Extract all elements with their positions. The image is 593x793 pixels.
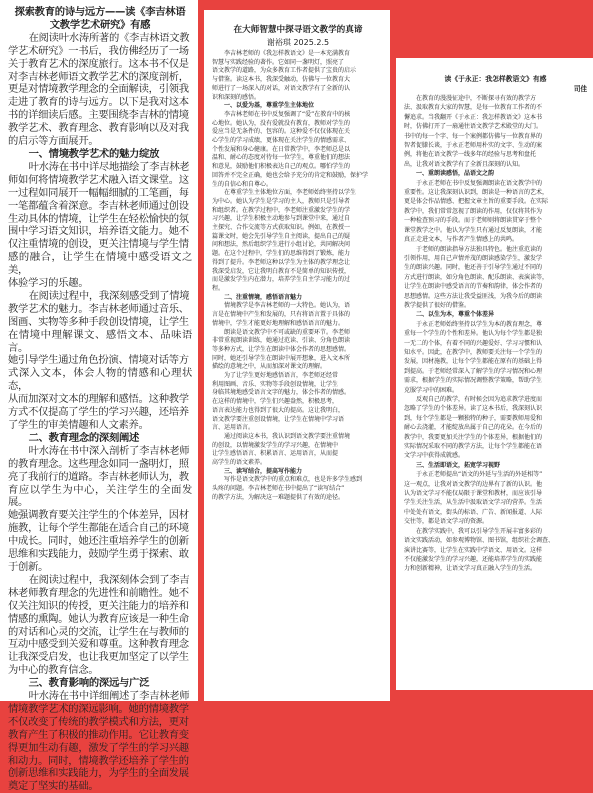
- text-line: 一笔都蕴含着深意。李吉林老师通过创设: [8, 199, 189, 212]
- text-line: 她强调教育要关注学生的个体差异，因材: [8, 509, 189, 522]
- text-line: 我深受启发，它让我明白教育不是简单的知识传授，: [212, 267, 351, 275]
- text-line: 在这样的情境中，学生们兴趣盎然，积极思考，: [212, 398, 339, 406]
- text-line: 体验学习的乐趣。: [8, 277, 89, 290]
- text-line: 李吉林老师的《我怎样教语文》是一本充满教育: [224, 50, 351, 57]
- text-line: 让学生在朗读中感受语言的节奏和韵律，体会作者的: [404, 283, 543, 291]
- text-line: 更是对情境教学理念的全面解读，引领我: [8, 83, 189, 96]
- text-line: 篇课文时，她会先引导学生自主阅读，提出自己的疑: [212, 232, 351, 240]
- text-line: 创新思维和实践能力，为学生的全面发展: [8, 767, 189, 780]
- text-line: 生的自信心和自尊心。: [212, 180, 273, 188]
- text-line: 学艺术研究》一书后，我仿佛经历了一场: [8, 44, 189, 57]
- text-line: 的教学方法，为解决这一难题提供了有效的途径。: [212, 493, 345, 501]
- text-line: 回答并不完全正确，她也会给予充分的肯定和鼓励，保护学: [212, 171, 369, 179]
- text-line: 更是体会作品情感、把握文章主旨的重要手段。在实际: [404, 198, 549, 206]
- text-line: 朗读是语文教学中不可或缺的重要环节。李老师: [224, 328, 351, 336]
- text-line: 情境中，学生才能更好地理解和感悟语言的魅力。: [212, 319, 345, 327]
- article-2-title: 在大师智慧中探寻语文教学的真谛: [233, 25, 363, 35]
- text-line: 得更加生动有趣，激发了学生的学习兴趣: [8, 741, 189, 754]
- text-line: 在阅读叶水涛所著的《李吉林语文教: [28, 31, 190, 44]
- text-line: 认为语文学习不能仅局限于课堂和教材，而应该引导: [404, 490, 543, 498]
- text-line: 识和深刻的感悟。: [212, 93, 261, 101]
- text-line: 描绘的意境之中，从而加深对课文的理解。: [212, 363, 327, 371]
- text-line: 二、注重情境，感悟语言魅力: [224, 293, 303, 301]
- text-line: 亮了我前行的道路。李吉林老师认为，教: [8, 470, 189, 483]
- text-line: 于创新。: [8, 560, 49, 573]
- text-line: 中处处有语文，街头的标语、广告、新闻报道、人际: [404, 508, 543, 516]
- text-line: 高学生的语文素养。: [212, 459, 267, 467]
- text-line: 在教学实践中，我可以引导学生开展丰富多彩的: [416, 527, 543, 535]
- text-line: 知水平。因此，在教学中，教师要关注每一个学生的: [404, 348, 543, 356]
- text-line: 一过程如同展开一幅幅细腻的工笔画，每: [8, 186, 189, 199]
- text-line: 通过阅读这本书，我认识到语文教学要注重情境: [224, 432, 351, 440]
- text-line: 心地位。她认为，没有爱就没有教育，教师对学生的: [212, 119, 351, 127]
- text-line: 这一观点，让我对语文教学的边界有了新的认识。他: [404, 480, 543, 488]
- text-line: 发展，因材施教，让每个学生都能在原有的基础上得: [404, 358, 543, 366]
- text-line: 的教育理念。这些理念如同一盏明灯，照: [8, 457, 189, 470]
- text-line: 重每一个学生的个性和差异。他认为每个学生都是独: [404, 330, 543, 338]
- text-line: 式深入文本，体会人物的情感和心理状态，: [8, 367, 192, 393]
- text-line: 在尊重学生主体地位方面，李老师始终坚持以学生: [224, 189, 357, 197]
- article-3-title: 读《于永正：我怎样教语文》有感: [444, 75, 547, 83]
- text-line: 出，让我对语文教学有了全新且深刻的认知。: [404, 160, 525, 168]
- text-line: 时，仿佛打开了一扇通往语文教学艺术殿堂的大门。: [404, 123, 543, 131]
- text-line: 一、以爱为基，尊重学生主体地位: [224, 102, 315, 110]
- text-line: 文学习中获得成就感。: [404, 452, 465, 460]
- text-line: 头疼的问题。李吉林老师在书中提出了“读写结合”: [212, 485, 345, 493]
- text-line: 需求，根据学生的实际情况调整教学策略，帮助学生: [404, 377, 543, 385]
- text-line: 的对话和心灵的交流，让学生在与教师的: [8, 625, 189, 638]
- text-line: 同时，她还引导学生在朗读中展开想象，进入文本所: [212, 354, 351, 362]
- text-line: 对李吉林老师语文教学艺术的深度剖析，: [8, 70, 189, 83]
- text-line: 于老师的朗读指导方法独具特色。他注重范读的: [416, 245, 543, 253]
- text-line: 为了让学生更好地感悟语言，李老师还经常: [224, 372, 339, 380]
- text-line: 力和创新精神，让语文学习真正融入学生的生活。: [404, 565, 537, 573]
- text-line: 智慧与实践经验的著作。它如同一盏明灯，照亮了: [212, 58, 345, 66]
- text-line: 施教，让每个学生都能在适合自己的环境: [8, 522, 189, 535]
- text-line: 情感的熏陶。她认为教育应该是一种生命: [8, 612, 189, 625]
- text-line: 懈追求。当我翻开《于永正：我怎样教语文》这本书: [404, 113, 543, 121]
- text-line: 教学提供了很好的借鉴。: [404, 301, 471, 309]
- text-line: 奠定了坚实的基础。: [8, 780, 99, 793]
- text-line: 在阅读过程中，我深刻感受到了情境: [28, 289, 190, 302]
- text-line: 个性发展和身心健康。在日常教学中，李老师总是以: [212, 145, 351, 153]
- text-line: 智者促膝长谈，于永正老师用朴实的文字、生动的案: [404, 142, 543, 150]
- text-line: 叶水涛在书中深入剖析了李吉林老师: [28, 444, 190, 457]
- text-line: 非常重视朗读训练，她通过范读、引读、分角色朗读: [212, 337, 351, 345]
- text-line: 思想感情。这些方法让我受益匪浅，为我今后的朗读: [404, 292, 543, 300]
- text-line: 生的朗读兴趣。同时，他还善于引导学生通过不同的: [404, 264, 543, 272]
- text-line: 一、重朗读感悟，品语文之韵: [416, 170, 495, 178]
- text-line: 二、以生为本，尊重个体差异: [416, 311, 495, 319]
- text-line: 走进了教育的诗与远方。以下是我对这本: [8, 96, 189, 109]
- text-line: 围中学习语文知识，培养语文能力。她不: [8, 225, 189, 238]
- text-line: 心学生的学习成绩，更体现在关注学生的情感需求、: [212, 137, 351, 145]
- text-line: 学生关注生活，从生活中汲取语文学习的营养。生活: [404, 499, 543, 507]
- text-line: 真正走进文本，与作者产生情感上的共鸣。: [404, 236, 519, 244]
- text-line: 她引导学生通过角色扮演、情境对话等方: [8, 354, 189, 367]
- text-line: 写作是语文教学中的重点和难点，也是许多学生感到: [224, 476, 363, 484]
- text-line: 仅关注知识的传授，更关注能力的培养和: [8, 599, 189, 612]
- text-line: 于永正老师始终坚持以学生为本的教育理念，尊: [416, 320, 543, 328]
- text-line: 方式不仅提高了学生的学习兴趣，还培养: [8, 406, 189, 419]
- text-line: 教学中，我要更加关注学生的个体差异，根据他们的: [404, 433, 543, 441]
- text-line: 一无二的个体，有着不同的兴趣爱好、学习习惯和认: [404, 339, 543, 347]
- text-line: 等多种方式，让学生在朗读中体会作者的思想感情。: [212, 345, 351, 353]
- text-line: 林老师教育理念的先进性和前瞻性。她不: [8, 586, 189, 599]
- text-line: 交往等，都是语文学习的资源。: [404, 518, 489, 526]
- text-line: 程。: [212, 284, 225, 292]
- text-line: 重要性。这让我深刻认识到，朗读是一种语言的艺术，: [404, 189, 549, 197]
- text-line: 语文实践活动，如参观博物馆、图书馆，组织社会调查、: [404, 537, 555, 545]
- text-line: 了学生的审美情趣和人文素养。: [8, 419, 149, 431]
- text-line: 在教育的漫漫征途中，不断探寻有效的教学方: [416, 95, 537, 102]
- text-line: 演讲比赛等，让学生在实践中学语文、用语文。这样: [404, 546, 543, 554]
- text-line: 语文教学要注重创设情境，让学生在情境中学习语: [212, 415, 345, 423]
- text-line: 例，将他在语文教学一线多年的经验与思考和盘托: [404, 151, 537, 159]
- article-3-body: [404, 94, 587, 574]
- text-line: 三、读写结合，提高写作能力: [224, 467, 303, 475]
- article-page-3: [396, 58, 593, 690]
- text-line: 书的详细读后感。主要围绕李吉林的情境: [8, 109, 189, 122]
- text-line: 为中心的教育信念。: [8, 664, 99, 677]
- text-line: 不仅能激发学生的学习兴趣，还能培养学生的实践能: [404, 555, 543, 563]
- text-line: 于永正老师在书中反复强调朗读在语文教学中的: [416, 179, 543, 187]
- text-line: 课堂教学之中。他认为学生只有通过反复朗读，才能: [404, 226, 543, 234]
- text-line: 问和想法，然后组织学生进行小组讨论，共同解决问: [212, 241, 351, 249]
- article-1-body: [8, 6, 192, 793]
- article-page-1: [0, 0, 198, 793]
- text-line: 与借鉴。读这本书，我深受触动，仿佛与一位教育大: [212, 76, 351, 84]
- text-line: 题。在这个过程中，学生们的思维得到了锻炼，能力: [212, 250, 351, 258]
- text-line: 一种检查预习的手段。而于老师则将朗读贯穿于整个: [404, 217, 543, 225]
- text-line: 引领作用，用自己声情并茂的朗读感染学生，激发学: [404, 254, 543, 262]
- text-line: 于永正老师提出“语文的外延与生活的外延相等”: [416, 471, 543, 479]
- text-line: 一、情境教学艺术的魅力绽放: [28, 147, 160, 160]
- text-line: 克服学习中的困难。: [404, 386, 459, 394]
- text-line: 为中心。她认为学生是学习的主人，教师只是引导者: [212, 197, 351, 205]
- text-line: 语言表达能力也得到了很大的提高。这让我明白，: [212, 406, 345, 414]
- text-line: 得到了提升。李老师这种以学生为主体的教学理念让: [212, 258, 351, 266]
- text-line: 言、运用语言。: [212, 424, 255, 432]
- text-line: 感的融合，让学生在情境中感受语文之美，: [8, 251, 192, 277]
- text-line: 情境教学艺术的深远影响。她的情境教学: [8, 702, 189, 715]
- text-line: 温和、耐心的态度对待每一位学生，尊重他们的想法: [212, 154, 351, 162]
- text-line: 让我深受启发，也让我更加坚定了以学生: [8, 651, 189, 664]
- text-line: 育应以学生为中心，关注学生的全面发展。: [8, 483, 192, 509]
- text-line: 利用图画、音乐、实物等手段创设情境，让学生: [212, 380, 339, 388]
- text-line: 探索教育的诗与远方——读《李吉林语: [14, 6, 186, 18]
- text-line: 图画、实物等多种手段创设情境，让学生: [8, 315, 189, 328]
- text-line: 忽略了学生的个体差异。读了这本书后，我深刻认识: [404, 405, 543, 413]
- text-line: 方式进行朗读，如分角色朗读、配乐朗读、表演读等，: [404, 273, 549, 281]
- text-line: 耐心去浇灌，才能绽放出属于自己的花朵。在今后的: [404, 424, 543, 432]
- text-line: 习兴趣，让学生积极主动地参与到课堂中来，通过自: [212, 215, 351, 223]
- text-line: 让学生感悟语言、积累语言、运用语言，从而提: [212, 450, 339, 458]
- text-line: 言是在情境中产生和发展的，只有将语言置于具体的: [212, 311, 351, 319]
- text-line: 中成长。同时，她还注重培养学生的创新: [8, 535, 189, 548]
- text-line: 爱应当是无条件的、包容的。这种爱不仅仅体现在关: [212, 128, 351, 136]
- text-line: 实际情况采取不同的教学方法，让每个学生都能在语: [404, 443, 543, 451]
- text-line: 二、教育理念的深刻阐述: [28, 431, 140, 444]
- text-line: 法、汲取教育大家的智慧，是每一位教育工作者的不: [404, 104, 543, 112]
- text-line: 书中的每一个字、每一个案例都仿佛与一位教育界的: [404, 132, 543, 140]
- text-line: 师进行了一场深入的对话，对语文教学有了全新的认: [212, 84, 351, 92]
- text-line: 而是激发学生内在潜力，培养学生自主学习能力的过: [212, 276, 351, 284]
- text-line: 教学艺术的魅力。李吉林老师通过音乐、: [8, 302, 189, 315]
- text-line: 关于教育艺术的深度旅行。这本书不仅是: [8, 57, 189, 70]
- text-line: 到提高。于老师经常深入了解学生的学习情况和心理: [404, 367, 543, 375]
- text-line: 教育产生了积极的推动作用。它让教育变: [8, 728, 189, 741]
- text-line: 的创设，以情境激发学生的学习兴趣，在情境中: [212, 441, 339, 449]
- text-line: 叶水涛在书中详细阐述了李吉林老师: [28, 690, 190, 703]
- text-line: 和意见，鼓励他们积极表达自己的观点。哪怕学生的: [212, 163, 351, 171]
- text-line: 反观自己的教学，有时候会因为追求教学进度而: [416, 396, 543, 403]
- text-line: 师如何将情境教学艺术融入语文课堂。这: [8, 173, 189, 186]
- text-line: 和动力。同时，情境教学还培养了学生的: [8, 754, 189, 767]
- text-line: 三、教育影响的深远与广泛: [28, 677, 150, 690]
- text-line: 到，每个学生都是一颗独特的种子，需要教师用爱和: [404, 414, 543, 422]
- text-line: 在情境中理解课文、感悟文本、品味语言。: [8, 328, 192, 354]
- text-line: 仅注重情境的创设，更关注情境与学生情: [8, 238, 189, 251]
- text-line: 三、生活即语文，拓宽学习视野: [416, 461, 501, 469]
- text-line: 在阅读过程中，我深刻体会到了李吉: [28, 573, 190, 586]
- text-line: 生动具体的情境，让学生在轻松愉快的氛: [8, 212, 189, 225]
- text-line: 和组织者。在教学过程中，李老师注重激发学生的学: [212, 206, 351, 214]
- text-line: 的启示等方面展开。: [8, 135, 99, 148]
- text-line: 教学中，我们常常忽视了朗读的作用，仅仅将其作为: [404, 207, 543, 215]
- article-page-2: [204, 10, 390, 701]
- text-line: 主探究、合作交流等方式获取知识。例如，在教授一: [212, 224, 351, 232]
- text-line: 思维和实践能力，鼓励学生勇于探索、敢: [8, 548, 189, 561]
- text-line: 文教学艺术研究》有感: [49, 18, 151, 31]
- article-2-author-date: 谢裕琪 2025.2.5: [266, 38, 330, 47]
- article-3-author: 司佳: [573, 85, 587, 93]
- text-line: 语文教学的道路，为众多教育工作者提供了宝贵的启示: [212, 67, 357, 75]
- text-line: 叶水涛在书中详尽地描绘了李吉林老: [28, 160, 190, 173]
- text-line: 从而加深对文本的理解和感悟。这种教学: [8, 393, 189, 406]
- text-line: 李吉林老师在书中反复强调了“爱”在教育中的核: [224, 110, 351, 118]
- text-line: 互动中感受到关爱和尊重。这种教育理念: [8, 638, 189, 651]
- article-2-body: [212, 50, 384, 503]
- text-line: 不仅改变了传统的教学模式和方法，更对: [8, 715, 189, 728]
- text-line: 情境教学是李吉林老师的一大特色。她认为，语: [224, 302, 351, 310]
- text-line: 身临其境地感受语言文字的魅力，体会作者的情感。: [212, 389, 351, 397]
- text-line: 教学艺术、教育理念、教育影响以及对我: [8, 122, 189, 135]
